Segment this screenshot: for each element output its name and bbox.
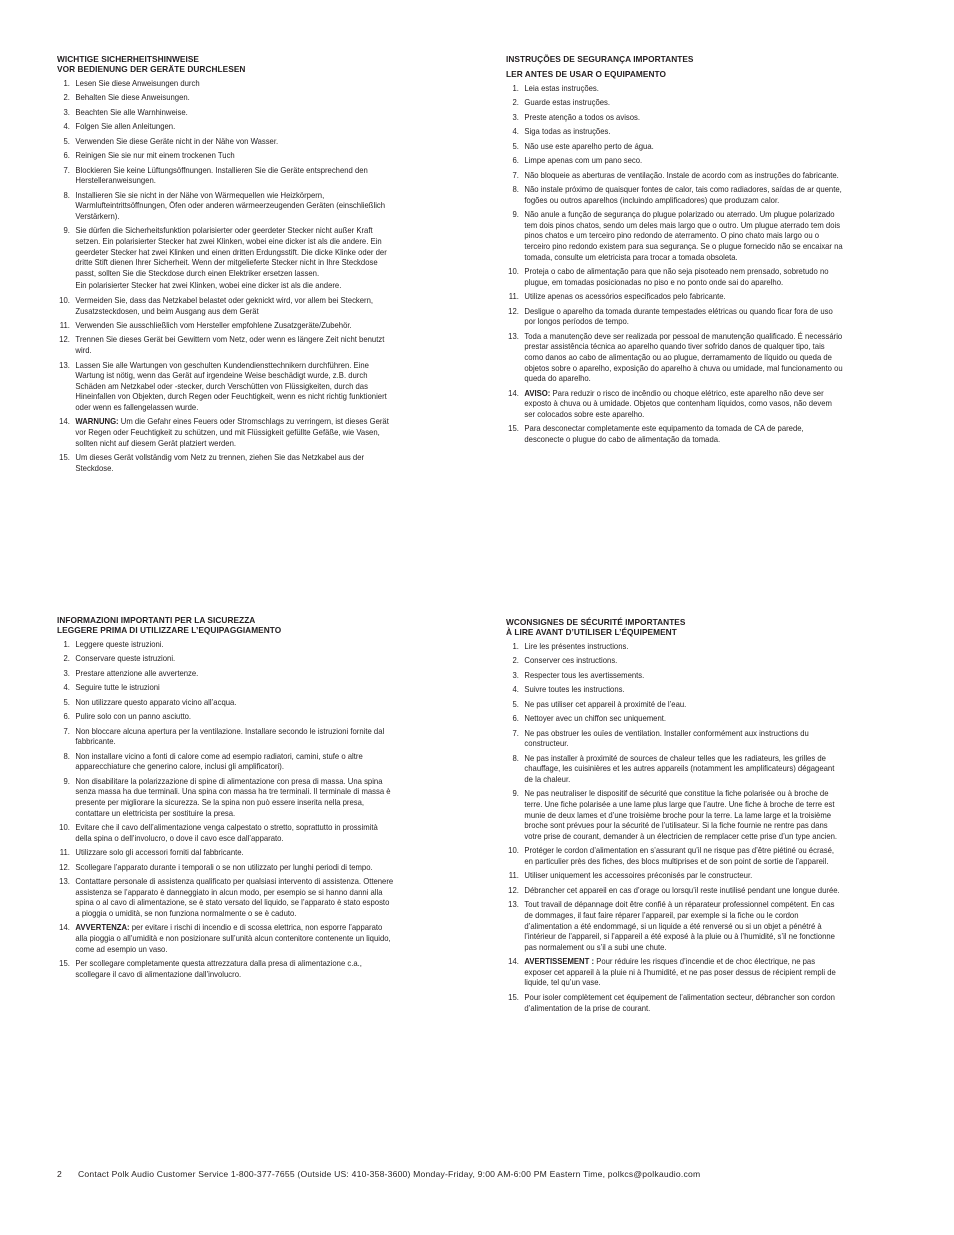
list-item [506, 885, 844, 896]
item-number: 9. [512, 209, 519, 220]
section-title-line-2: LER ANTES DE USAR O EQUIPAMENTO [506, 69, 666, 80]
list-item [506, 423, 844, 444]
item-text: Débrancher cet appareil en cas d’orage ou lorsqu’il reste inutilisé pendant une longue durée. [524, 884, 840, 895]
item-number: 10. [508, 845, 519, 856]
item-text: Seguire tutte le istruzioni [75, 682, 160, 693]
item-number: 2. [63, 92, 70, 103]
item-number: 15. [508, 423, 519, 434]
item-text: Per scollegare completamente questa attrezzatura dalla presa di alimentazione c.a., scollegare il cavo di alimentazione dall’involucro. [75, 958, 362, 979]
item-number: 3. [63, 667, 70, 678]
item-number: 5. [63, 696, 70, 707]
contact-info: Contact Polk Audio Customer Service 1-800-377-7655 (Outside US: 410-358-3600) Monday-Friday, 9:00 AM-6:00 PM Eastern Time, polkcs@polkaudio.com [78, 1169, 701, 1179]
instruction-list [57, 77, 389, 473]
item-number: 4. [512, 126, 519, 137]
list-item [57, 668, 395, 679]
instruction-list [506, 82, 843, 445]
list-item [57, 92, 395, 103]
list-item [506, 266, 844, 287]
item-number: 14. [59, 416, 70, 427]
section-title-line-1: INFORMAZIONI IMPORTANTI PER LA SICUREZZA [57, 615, 256, 625]
item-text: Lire les présentes instructions. [524, 640, 629, 651]
list-item [506, 209, 844, 262]
item-text: Prestare attenzione alle avvertenze. [75, 667, 199, 678]
item-text: Vermeiden Sie, dass das Netzkabel belastet oder geknickt wird, vor allem bei Steckern, Zusatzsteckdosen, und beim Ausgang aus dem Gerät [75, 294, 374, 316]
item-number: 11. [59, 320, 70, 330]
list-item [57, 639, 395, 650]
item-text: Conserver ces instructions. [524, 655, 618, 666]
item-text: Um die Gefahr eines Feuers oder Stromschlags zu verringern, ist dieses Gerät vor Regen oder Feuchtigkeit zu schützen, und mit Flüssigkeit gefüllte Gefäße, wie Vasen, sollten nicht auf diesem Gerät platziert werden. [75, 416, 389, 448]
item-number: 12. [508, 305, 519, 316]
list-item [57, 334, 395, 355]
item-text: Suivre toutes les instructions. [524, 684, 625, 695]
list-item [57, 922, 395, 954]
list-item [506, 684, 844, 695]
item-number: 8. [63, 750, 70, 761]
item-text: Ne pas neutraliser le dispositif de sécurité que constitue la fiche polarisée ou à broche de terre. Une fiche polarisée a une lame plus large que l’autre. Une fiche à broche de terre est munie de deux lames et d’une troisième broche pour la terre. La lame large et la troisième broche sont prévues pour la sécurité de l’utilisateur. Si la fiche fournie ne rentre pas dans votre prise de courant, demander à un électricien de remplacer cette prise d’un type ancien. [524, 788, 838, 841]
list-item [57, 190, 395, 222]
item-text: Leia estas instruções. [524, 82, 599, 93]
page-footer [57, 1169, 700, 1179]
item-text: Blockieren Sie keine Lüftungsöffnungen. Installieren Sie die Geräte entsprechend den Herstelleranweisungen. [75, 164, 368, 186]
item-text: Utiliser uniquement les accessoires préconisés par le constructeur. [524, 870, 753, 881]
item-number: 15. [59, 452, 70, 463]
item-number: 12. [59, 334, 70, 345]
list-item [506, 141, 844, 152]
item-text: Beachten Sie alle Warnhinweise. [75, 106, 188, 117]
list-item [57, 726, 395, 747]
item-text: Preste atenção a todos os avisos. [524, 111, 641, 122]
safety-section-german [57, 54, 389, 477]
safety-section-portuguese [506, 54, 843, 448]
item-number: 7. [63, 164, 70, 175]
item-number: 12. [59, 861, 70, 872]
item-text: Non installare vicino a fonti di calore come ad esempio radiatori, camini, stufe o altre apparecchiature che generino calore, inclusi gli amplificatori). [75, 750, 363, 772]
item-text: Non utilizzare questo apparato vicino all’acqua. [75, 696, 237, 707]
item-number: 14. [59, 922, 70, 933]
instruction-list [57, 638, 394, 980]
item-number: 6. [63, 150, 70, 161]
item-text: Ne pas utiliser cet appareil à proximité de l’eau. [524, 698, 687, 709]
item-number: 11. [508, 291, 519, 302]
item-number: 7. [512, 727, 519, 738]
item-text: Para reduzir o risco de incêndio ou choque elétrico, este aparelho não deve ser exposto à chuva ou à umidade. Objetos que contenham líquidos, como vasos, não devem ser colocados sobre este aparelho. [524, 387, 832, 419]
item-number: 3. [512, 111, 519, 122]
list-item [506, 83, 844, 94]
list-item [57, 360, 395, 413]
item-text: Limpe apenas com um pano seco. [524, 155, 643, 166]
item-number: 13. [508, 330, 519, 341]
item-text: Pour réduire les risques d’incendie et de choc électrique, ne pas exposer cet appareil à la pluie ni à l’humidité, et ne pas poser dessus de récipient rempli de liquide, tel qu’un vase. [524, 956, 836, 988]
list-item [506, 112, 844, 123]
section-title-line-1: WCONSIGNES DE SÉCURITÉ IMPORTANTES [506, 617, 686, 627]
item-number: 11. [508, 870, 519, 881]
item-number: 1. [512, 640, 519, 651]
list-item [506, 126, 844, 137]
item-number: 15. [59, 958, 70, 969]
item-number: 12. [508, 884, 519, 895]
list-item [57, 862, 395, 873]
item-text: Para desconectar completamente este equipamento da tomada de CA de parede, desconecte o plugue do cabo de alimentação da tomada. [524, 423, 804, 444]
item-text: Pour isoler complètement cet équipement de l’alimentation secteur, débrancher son cordon d’alimentation de la prise de courant. [524, 991, 835, 1013]
item-text: Folgen Sie allen Anleitungen. [75, 121, 176, 132]
item-text: Contattare personale di assistenza qualificato per qualsiasi intervento di assistenza. Ottenere assistenza se l’apparato è danneggiato in alcun modo, per esempio se si hanno danni alla spina o al cavo di alimentazione, se è stato versato del liquido, se l’apparato è stato esposto a pioggia o umidità, se non funziona normalmente o se è caduto. [75, 876, 394, 918]
item-extra-note: Ein polarisierter Stecker hat zwei Klinken, wobei eine dicker ist als die andere. [75, 280, 342, 291]
list-item [57, 711, 395, 722]
item-number: 6. [512, 713, 519, 724]
list-item [506, 184, 844, 205]
list-item [506, 992, 844, 1013]
item-number: 2. [512, 655, 519, 666]
item-number: 4. [63, 682, 70, 693]
list-item [57, 776, 395, 818]
item-number: 5. [512, 140, 519, 151]
section-title-line-2: LEGGERE PRIMA DI UTILIZZARE L’EQUIPAGGIAMENTO [57, 625, 282, 636]
section-title [57, 54, 379, 75]
list-item [506, 331, 844, 384]
list-item [57, 295, 395, 316]
item-number: 4. [512, 684, 519, 695]
safety-section-french [506, 617, 840, 1017]
item-number: 14. [508, 387, 519, 398]
item-number: 8. [512, 752, 519, 763]
warning-label: AVERTISSEMENT : [524, 956, 595, 967]
item-number: 3. [63, 106, 70, 117]
item-number: 4. [63, 121, 70, 132]
instruction-list [506, 640, 840, 1013]
list-item [57, 121, 395, 132]
list-item [57, 751, 395, 772]
item-text: Verwenden Sie ausschließlich vom Hersteller empfohlene Zusatzgeräte/Zubehör. [75, 320, 352, 330]
item-number: 13. [59, 359, 70, 370]
list-item [506, 291, 844, 302]
safety-section-italian [57, 615, 394, 983]
item-text: Não bloqueie as aberturas de ventilação. Instale de acordo com as instruções do fabricante. [524, 169, 839, 180]
list-item [506, 788, 844, 841]
item-number: 15. [508, 991, 519, 1002]
item-text: Lassen Sie alle Wartungen von geschulten Kundendiensttechnikern durchführen. Eine Wartung ist nötig, wenn das Gerät auf irgendeine Weise beschädigt wurde, z.B. durch Schäden am Netzkabel oder -stecker, durch Verschütten von Flüssigkeiten, durch das Hineinfallen von Objekten, durch Regen oder Feuchtigkeit, wenn es nicht richtig funktioniert oder wenn es fallengelassen wurde. [75, 359, 387, 412]
item-text: Protéger le cordon d’alimentation en s’assurant qu’il ne risque pas d’être piétiné ou écrasé, en particulier près des fiches, des blocs multiprises et de son point de sortie de l’appareil. [524, 845, 835, 866]
item-text: Toda a manutenção deve ser realizada por pessoal de manutenção qualificado. É necessário prestar assistência técnica ao aparelho quando tiver sofrido danos de qualquer tipo, tais como danos ao cabo de alimentação ou ao plugue, derramamento de líquido ou queda de objetos sobre o aparelho, exposição do aparelho à chuva ou umidade, mal funcionamento ou queda do aparelho. [524, 330, 843, 384]
item-number: 9. [512, 788, 519, 799]
warning-label: WARNUNG: [75, 416, 119, 427]
item-text: Tout travail de dépannage doit être confié à un réparateur professionnel compétent. En cas de dommages, il faut faire réparer l’appareil, par exemple si la fiche ou le cordon d’alimentation a été endommagé, si un liquide a été renversé ou si un objet a pénétré à l’intérieur de l’appareil, si l’appareil a été exposé à la pluie ou à l’humidité, s’il ne fonctionne pas normalement ou s’il a subi une chute. [524, 899, 835, 952]
list-item [57, 165, 395, 186]
item-text: Siga todas as instruções. [524, 126, 611, 137]
item-text: Utilize apenas os acessórios especificados pelo fabricante. [524, 291, 726, 302]
warning-label: AVISO: [524, 387, 551, 398]
list-item [57, 78, 395, 89]
item-number: 7. [512, 169, 519, 180]
item-text: Pulire solo con un panno asciutto. [75, 711, 192, 722]
item-text: Non bloccare alcuna apertura per la ventilazione. Installare secondo le istruzioni fornite dal fabbricante. [75, 725, 385, 747]
list-item [506, 753, 844, 785]
list-item [57, 847, 395, 858]
item-text: Respecter tous les avertissements. [524, 669, 645, 680]
list-item [506, 870, 844, 881]
item-text: Nettoyer avec un chiffon sec uniquement. [524, 713, 667, 724]
item-text: Non disabilitare la polarizzazione di spine di alimentazione con presa di massa. Una spina senza massa ha due terminali. Una spina con massa ha tre terminali. Il terminale di massa è presente per migliorare la sicurezza. Se la spina non può essere inserita nella presa, contattare un elettricista per sostituire la presa. [75, 775, 391, 818]
item-number: 8. [63, 189, 70, 200]
item-text: Lesen Sie diese Anweisungen durch [75, 77, 200, 88]
item-number: 2. [63, 653, 70, 664]
section-title-line-1: INSTRUÇÕES DE SEGURANÇA IMPORTANTES [506, 54, 694, 64]
list-item [506, 670, 844, 681]
item-text: Reinigen Sie sie nur mit einem trockenen Tuch [75, 150, 235, 161]
item-number: 5. [512, 698, 519, 709]
item-number: 9. [63, 775, 70, 786]
page-number: 2 [57, 1169, 62, 1179]
item-number: 11. [59, 847, 70, 858]
item-number: 13. [508, 899, 519, 910]
item-number: 13. [59, 876, 70, 887]
item-text: Behalten Sie diese Anweisungen. [75, 92, 190, 103]
item-text: Utilizzare solo gli accessori forniti dal fabbricante. [75, 847, 244, 858]
list-item [506, 899, 844, 952]
list-item [57, 452, 395, 473]
item-text: Installieren Sie sie nicht in der Nähe von Wärmequellen wie Heizkörpern, Warmlufteintrittsöffnungen, Öfen oder anderen wärmeerzeugenden Geräten (einschließlich Verstärkern). [75, 189, 386, 221]
list-item [57, 682, 395, 693]
section-title [506, 617, 828, 638]
item-number: 14. [508, 956, 519, 967]
item-number: 10. [59, 822, 70, 833]
list-item [57, 107, 395, 118]
item-text: Não instale próximo de quaisquer fontes de calor, tais como radiadores, saídas de ar quente, fogões ou outros aparelhos (incluindo amplificadores) que produzam calor. [524, 184, 842, 205]
item-number: 3. [512, 669, 519, 680]
list-item [506, 170, 844, 181]
item-number: 10. [59, 294, 70, 305]
list-item [57, 653, 395, 664]
list-item [506, 713, 844, 724]
item-text: Um dieses Gerät vollständig vom Netz zu trennen, ziehen Sie das Netzkabel aus der Steckdose. [75, 452, 365, 473]
list-item [57, 150, 395, 161]
list-item [506, 845, 844, 866]
list-item [57, 822, 395, 843]
warning-label: AVVERTENZA: [75, 922, 130, 933]
item-text: Trennen Sie dieses Gerät bei Gewittern vom Netz, oder wenn es längere Zeit nicht benutzt wird. [75, 334, 385, 356]
list-item [57, 958, 395, 979]
item-text: Verwenden Sie diese Geräte nicht in der Nähe von Wasser. [75, 135, 279, 146]
item-text: per evitare i rischi di incendio e di scossa elettrica, non esporre l’apparato alla pioggia o all’umidità e non posizionare sull’unità alcun contenitore contenente un liquido, come ad esempio un vaso. [75, 922, 391, 954]
list-item [57, 225, 395, 291]
list-item [506, 956, 844, 988]
list-item [506, 728, 844, 749]
list-item [57, 416, 395, 448]
item-number: 8. [512, 184, 519, 195]
list-item [506, 655, 844, 666]
list-item [57, 697, 395, 708]
list-item [506, 699, 844, 710]
item-text: Guarde estas instruções. [524, 97, 611, 108]
section-title [506, 54, 828, 80]
item-number: 2. [512, 97, 519, 108]
item-text: Sie dürfen die Sicherheitsfunktion polarisierter oder geerdeter Stecker nicht außer Kraft setzen. Ein polarisierter Stecker hat zwei Klinken, wobei eine dicker ist als die andere. Ein geerdeter Stecker hat zwei Klinken und einen dritten Erdungsstift. Die dicke Klinke oder der dritte Stift dienen Ihrer Sicherheit. Wenn der mitgelieferte Stecker nicht in Ihre Steckdose passt, sollten Sie die Steckdose durch einen Elektriker ersetzen lassen. [75, 225, 387, 278]
item-text: Proteja o cabo de alimentação para que não seja pisoteado nem prensado, sobretudo no plugue, em tomadas posicionadas no piso e no ponto onde sai do aparelho. [524, 266, 829, 287]
item-text: Não use este aparelho perto de água. [524, 140, 654, 151]
item-number: 1. [512, 82, 519, 93]
item-text: Leggere queste istruzioni. [75, 638, 164, 649]
list-item [57, 136, 395, 147]
item-text: Ne pas installer à proximité de sources de chaleur telles que les radiateurs, les grilles de chauffage, les cuisinières et les autres appareils (notamment les amplificateurs) dégageant de la chaleur. [524, 752, 835, 784]
list-item [506, 388, 844, 420]
section-title-line-1: WICHTIGE SICHERHEITSHINWEISE [57, 54, 199, 64]
item-text: Evitare che il cavo dell’alimentazione venga calpestato o stretto, soprattutto in prossimità della spina o dell’involucro, o dove il cavo esce dall’apparato. [75, 822, 378, 843]
item-text: Ne pas obstruer les ouïes de ventilation. Installer conformément aux instructions du constructeur. [524, 727, 809, 749]
list-item [506, 306, 844, 327]
list-item [57, 876, 395, 918]
item-text: Desligue o aparelho da tomada durante tempestades elétricas ou quando ficar fora de uso por longos períodos de tempo. [524, 305, 833, 327]
item-number: 5. [63, 135, 70, 146]
list-item [506, 97, 844, 108]
section-title-line-2: VOR BEDIENUNG DER GERÄTE DURCHLESEN [57, 64, 246, 75]
list-item [506, 641, 844, 652]
list-item [57, 320, 395, 331]
item-text: Scollegare l’apparato durante i temporali o se non utilizzato per lunghi periodi di tempo. [75, 861, 373, 872]
item-number: 1. [63, 77, 70, 88]
item-text: Conservare queste istruzioni. [75, 653, 176, 664]
item-text: Não anule a função de segurança do plugue polarizado ou aterrado. Um plugue polarizado tem dois pinos chatos, sendo um deles mais largo que o outro. Um plugue aterrado tem dois pinos chatos e um terceiro pino redondo de aterramento. O pino chato mais largo ou o terceiro pino redondo existem para sua segurança. Se o plugue fornecido não se encaixar na tomada, consulte um eletricista para trocar a tomada obsoleta. [524, 209, 843, 262]
section-title [57, 615, 379, 636]
list-item [506, 155, 844, 166]
item-number: 10. [508, 266, 519, 277]
item-number: 7. [63, 725, 70, 736]
section-title-line-2: À LIRE AVANT D’UTILISER L’ÉQUIPEMENT [506, 627, 677, 638]
item-number: 9. [63, 225, 70, 236]
item-number: 6. [512, 155, 519, 166]
item-number: 1. [63, 638, 70, 649]
item-number: 6. [63, 711, 70, 722]
